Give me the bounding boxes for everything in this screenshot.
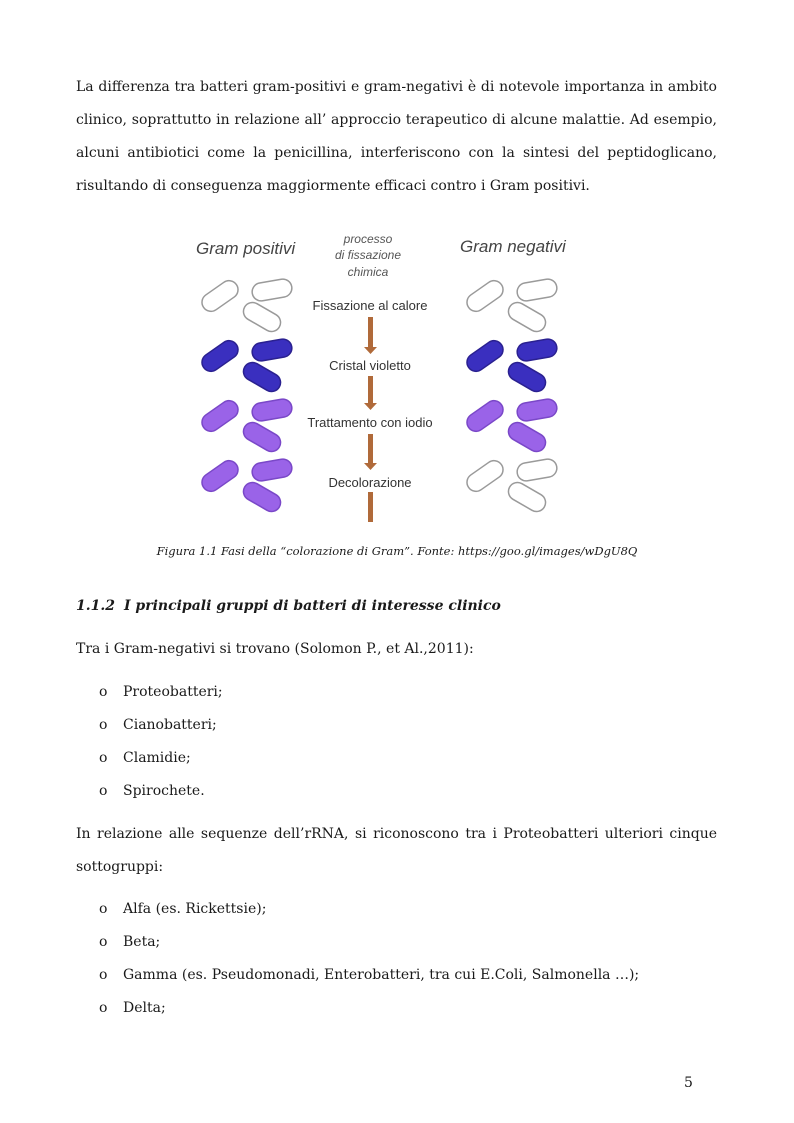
list-item-text: Alfa (es. Rickettsie); [123,901,267,917]
bacterium-cell [198,337,241,375]
process-arrow-head [364,403,377,410]
bullet-marker: o [99,967,108,983]
section-number: 1.1.2 [76,598,115,614]
figure-step-label: Cristal violetto [329,358,411,373]
process-arrow-shaft [368,317,373,348]
bacterium-cell [463,397,506,435]
figure-process-header: di fissazione [334,248,402,262]
bacterium-cell [516,338,559,363]
bacterium-cell [251,398,294,423]
list-item [99,717,217,733]
figure-process-header: chimica [347,265,389,279]
process-arrow-shaft [368,492,373,522]
bacterium-cell [251,458,294,483]
bullet-marker: o [99,934,108,950]
bacterium-cell [516,458,559,483]
bacterium-cell [240,299,284,335]
section-heading [76,598,501,614]
list-item [99,901,266,917]
intro-line: alcuni antibiotici come la penicillina, interferiscono con la sintesi del peptidoglicano, [76,145,717,161]
bacterium-cell [505,299,549,335]
section-title: I principali gruppi di batteri di interesse clinico [124,598,501,614]
process-arrow-head [364,463,377,470]
process-arrow-shaft [368,376,373,404]
bacterium-cell [463,277,506,315]
list-item [99,934,160,950]
bacterium-cell [516,398,559,423]
page-number: 5 [684,1075,693,1091]
figure-step-label: Decolorazione [328,475,412,490]
bacterium-cell [463,457,506,495]
bacterium-cell [463,337,506,375]
intro-line: clinico, soprattutto in relazione all’ approccio terapeutico di alcune malattie. Ad esempio, [76,112,717,128]
bacterium-cell [516,278,559,303]
bacterium-cell [251,278,294,303]
figure-process-header: processo [343,232,393,246]
process-arrow-shaft [368,434,373,464]
bacterium-cell [198,457,241,495]
list-item-text: Clamidie; [123,750,191,766]
figure-step-label: Fissazione al calore [312,298,428,313]
list-item-text: Delta; [123,1000,166,1016]
intro-paragraph [76,71,717,203]
bullet-marker: o [99,783,108,799]
list-item [99,783,205,799]
bacterium-cell [198,397,241,435]
bullet-marker: o [99,717,108,733]
bacterium-cell [240,479,284,515]
list-item-text: Cianobatteri; [123,717,217,733]
bacterium-cell [240,359,284,395]
gram-negative-intro: Tra i Gram-negativi si trovano (Solomon P., et Al.,2011): [76,641,474,657]
rrna-line: sottogruppi: [76,859,164,875]
bacterium-cell [240,419,284,455]
list-item-text: Proteobatteri; [123,684,223,700]
rrna-paragraph [76,818,717,884]
list-item [99,684,223,700]
list-item-text: Gamma (es. Pseudomonadi, Enterobatteri, tra cui E.Coli, Salmonella …); [123,967,640,983]
bacterium-cell [505,359,549,395]
list-item-text: Beta; [123,934,161,950]
figure-left-title: Gram positivi [196,239,296,258]
figure-caption: Figura 1.1 Fasi della “colorazione di Gram”. Fonte: https://goo.gl/images/wDgU8Q [156,544,638,558]
process-arrow-head [364,347,377,354]
intro-line: La differenza tra batteri gram-positivi e gram-negativi è di notevole importanza in ambito [76,79,717,95]
gram-stain-figure [180,224,580,526]
figure-right-title: Gram negativi [460,237,566,256]
bullet-marker: o [99,750,108,766]
bullet-marker: o [99,684,108,700]
bacterium-cell [251,338,294,363]
list-item [99,750,191,766]
rrna-line: In relazione alle sequenze dell’rRNA, si riconoscono tra i Proteobatteri ulteriori cinque [76,826,717,842]
bacterium-cell [505,479,549,515]
intro-line: risultando di conseguenza maggiormente efficaci contro i Gram positivi. [76,178,590,194]
list-item-text: Spirochete. [123,783,205,799]
bacterium-cell [198,277,241,315]
figure-step-label: Trattamento con iodio [307,415,433,430]
bullet-marker: o [99,1000,108,1016]
bullet-marker: o [99,901,108,917]
list-item [99,967,639,983]
list-item [99,1000,166,1016]
bacterium-cell [505,419,549,455]
